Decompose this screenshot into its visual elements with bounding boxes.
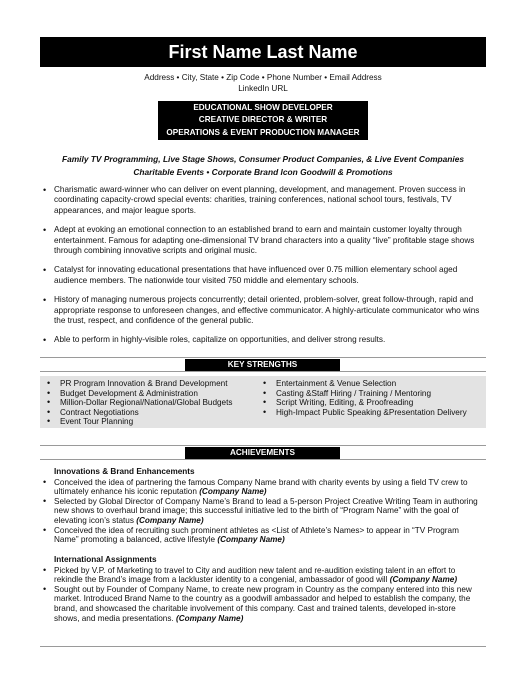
contact-line: Address • City, State • Zip Code • Phone Number • Email Address [144,73,382,82]
achievement-group-heading: International Assignments [54,555,157,564]
strength-item: • Script Writing, Editing, & Proofreading [262,398,482,408]
achievement-item [40,526,480,545]
achievement-group-heading: Innovations & Brand Enhancements [54,467,195,476]
achievement-group [40,467,480,545]
candidate-name: First Name Last Name [40,37,486,67]
industry-tagline [40,153,486,178]
linkedin-url: LinkedIn URL [238,84,288,93]
achievement-text: Conceived the idea of partnering the famous Company Name brand with charity events by using a field TV crew to ultimately enhance his iconic reputation [54,477,468,497]
company-name: (Company Name) [136,515,204,525]
section-title: ACHIEVEMENTS [185,447,340,459]
achievement-text: Conceived the idea of recruiting such prominent athletes as <List of Athlete’s Names> to appear in “TV Program Name” promoting a balanced, active lifestyle [54,525,459,545]
strength-item: • Casting &Staff Hiring / Training / Mentoring [262,389,482,399]
strengths-right-column [262,379,482,417]
job-title: EDUCATIONAL SHOW DEVELOPER [193,103,333,112]
summary-item: • History of managing numerous projects concurrently; detail oriented, problem-solver, great follow-through, rapid and appropriate response to unforeseen changes, and effective communicator. A highly-articulate communicator who wins the trust, respect, and confidence of the general public. [40,295,480,326]
strength-item: • High-Impact Public Speaking &Presentation Delivery [262,408,482,418]
summary-item: • Adept at evoking an emotional connection to an established brand to earn and maintain customer loyalty through entertainment. Famous for adapting one-dimensional TV brand characters into a quality “live” profitable stage shows through combining innovative scripts and original music. [40,225,480,256]
strength-item: • Event Tour Planning [46,417,256,427]
tagline-line: Charitable Events • Corporate Brand Icon Goodwill & Promotions [133,166,393,177]
achievement-item [40,478,480,497]
tagline-line: Family TV Programming, Live Stage Shows, Consumer Product Companies, & Live Event Companies [61,154,465,164]
summary-item: • Charismatic award-winner who can deliver on event planning, development, and management. Proven success in coordinating capacity-crowd special events: charities, training conferences, national school tours, festivals, TV appearances, and major league sports. [40,185,480,216]
summary-item: • Able to perform in highly-visible roles, capitalize on opportunities, and deliver strong results. [40,335,480,345]
key-strengths-header [40,357,486,372]
strength-item: • Million-Dollar Regional/National/Global Budgets [46,398,256,408]
strength-item: • Contract Negotiations [46,408,256,418]
job-titles [158,101,368,140]
strength-item: • Entertainment & Venue Selection [262,379,482,389]
achievement-item [40,566,480,585]
summary-list [40,185,480,355]
achievement-list [40,566,480,624]
key-strengths-panel [40,376,486,428]
achievement-text: Sought out by Founder of Company Name, to create new program in Country as the company entered into this new market. Introduced Brand Name to the country as a goodwill ambassador and helped to establish the company, the brand, and showcased the charitable involvement of this company. Cast and trained talents, developed in-store shows, and media presentations. [54,584,472,623]
achievement-text: Selected by Global Director of Company Name’s Brand to lead a 5-person Project Creative Writing Team in authoring new shows to overhaul brand image; this successful initiative led to the birth of “Program Name” with the goal of elevating icon’s status [54,496,478,525]
job-title: OPERATIONS & EVENT PRODUCTION MANAGER [166,127,360,137]
achievement-item [40,497,480,526]
section-title: KEY STRENGTHS [185,359,340,371]
summary-item: • Catalyst for innovating educational presentations that have influenced over 0.75 million elementary school aged audience members. The nationwide tour visited 750 middle and elementary schools. [40,265,480,286]
strengths-left-column [46,379,256,427]
achievement-list [40,478,480,545]
company-name: (Company Name) [217,535,285,545]
strength-item: • PR Program Innovation & Brand Development [46,379,256,389]
bottom-divider [40,646,486,647]
contact-block [40,72,486,94]
achievements-header [40,445,486,460]
strength-item: • Budget Development & Administration [46,389,256,399]
company-name: (Company Name) [389,575,458,585]
achievement-item [40,585,480,623]
achievement-text: Picked by V.P. of Marketing to travel to City and audition new talent and re-audition existing talent in an effort to rekindle the Brand’s image from a lackluster identity to a congenial, ambassador of good will [54,565,456,585]
job-title: CREATIVE DIRECTOR & WRITER [198,115,328,125]
achievement-group [40,555,480,623]
company-name: (Company Name) [199,487,267,497]
company-name: (Company Name) [175,613,244,623]
